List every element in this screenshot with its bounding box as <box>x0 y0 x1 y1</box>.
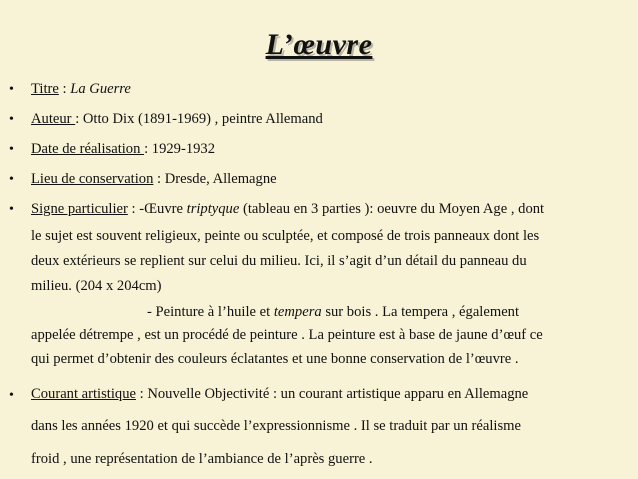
bullet-marker: • <box>9 172 14 187</box>
label-lieu: Lieu de conservation <box>31 171 154 187</box>
label-courant: Courant artistique <box>31 386 136 402</box>
peinture-text: - Peinture à l’huile et <box>147 304 274 320</box>
bullet-marker: • <box>9 142 14 157</box>
bullet-marker: • <box>9 388 14 403</box>
separator: : <box>153 171 165 187</box>
value-date: 1929-1932 <box>151 141 216 157</box>
label-auteur: Auteur <box>31 111 76 127</box>
list-item-lieu <box>31 171 277 188</box>
separator: : <box>144 141 152 157</box>
peinture-line-1 <box>147 304 519 321</box>
signe-text: (tableau en 3 parties ): oeuvre du Moyen Age , dont <box>239 201 545 217</box>
value-auteur: Otto Dix (1891-1969) , peintre Allemand <box>82 111 323 127</box>
label-signe: Signe particulier <box>31 201 128 217</box>
peinture-line-2: appelée détrempe , est un procédé de peinture . La peinture est à base de jaune d’œuf ce <box>31 327 543 343</box>
list-item-date <box>31 141 215 158</box>
courant-line-3: froid , une représentation de l’ambiance de l’après guerre . <box>31 451 373 467</box>
signe-term-triptyque: triptyque <box>186 201 240 217</box>
signe-line-4: milieu. (204 x 204cm) <box>31 278 162 294</box>
label-titre: Titre <box>31 81 59 97</box>
signe-line-2: le sujet est souvent religieux, peinte ou sculptée, et composé de trois panneaux dont les <box>31 228 540 244</box>
bullet-marker: • <box>9 202 14 217</box>
signe-text: : -Œuvre <box>127 201 187 217</box>
signe-line-3: deux extérieurs se replient sur celui du milieu. Ici, il s’agit d’un détail du panneau du <box>31 253 527 269</box>
courant-text: : Nouvelle Objectivité : un courant artistique apparu en Allemagne <box>135 386 529 402</box>
peinture-line-3: qui permet d’obtenir des couleurs éclatantes et une bonne conservation de l’œuvre . <box>31 351 519 367</box>
separator: : <box>58 81 71 97</box>
list-item-titre <box>31 81 131 98</box>
label-date: Date de réalisation <box>31 141 145 157</box>
value-lieu: Dresde, Allemagne <box>164 171 277 187</box>
peinture-term-tempera: tempera <box>273 304 322 320</box>
peinture-text: sur bois . La tempera , également <box>321 304 520 320</box>
bullet-marker: • <box>9 112 14 127</box>
courant-line-2: dans les années 1920 et qui succède l’expressionnisme . Il se traduit par un réalisme <box>31 418 521 434</box>
value-titre: La Guerre <box>70 81 131 97</box>
slide-title: L’œuvre <box>265 28 373 61</box>
list-item-auteur <box>31 111 323 128</box>
separator: : <box>75 111 83 127</box>
bullet-marker: • <box>9 82 14 97</box>
list-item-signe <box>31 201 544 218</box>
list-item-courant <box>31 386 528 403</box>
